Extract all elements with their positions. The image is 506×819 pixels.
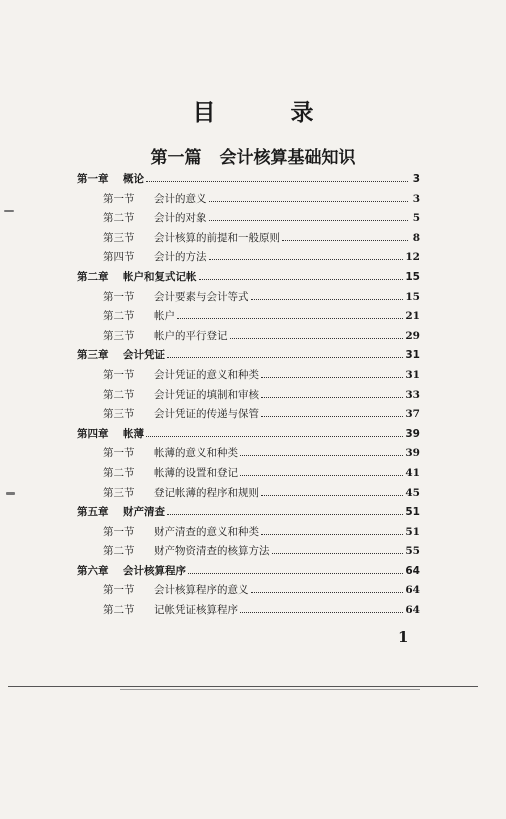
dot-leader xyxy=(230,329,404,339)
toc-entry-number: 第三节 xyxy=(103,486,135,499)
toc-entry-number: 第一节 xyxy=(103,447,135,460)
dot-leader xyxy=(177,309,403,319)
dot-leader xyxy=(261,388,403,398)
toc-entry-number: 第二节 xyxy=(103,545,135,558)
toc-entry-number: 第一节 xyxy=(103,368,135,381)
toc-entry-title: 登记帐薄的程序和规则 xyxy=(154,486,259,499)
toc-entry-title: 会计凭证的意义和种类 xyxy=(154,368,259,381)
toc-section-row xyxy=(77,445,420,465)
dot-leader xyxy=(199,270,404,280)
toc-entry-title: 会计凭证的传递与保管 xyxy=(154,408,259,421)
toc-entry-page: 33 xyxy=(405,388,420,401)
toc-entry-page: 21 xyxy=(405,310,420,323)
toc-entry-page: 41 xyxy=(405,466,420,479)
toc-entry-number: 第二节 xyxy=(103,466,135,479)
toc-section-row xyxy=(77,465,420,485)
scan-speck xyxy=(6,492,15,495)
toc-entry-page: 39 xyxy=(405,427,420,440)
toc-section-row xyxy=(77,289,420,309)
toc-entry-page: 3 xyxy=(412,173,420,185)
toc-entry-page: 37 xyxy=(405,408,420,421)
toc-section-row xyxy=(77,582,420,602)
toc-entry-number: 第六章 xyxy=(77,564,109,577)
dot-leader xyxy=(272,544,404,554)
toc-entry-page: 39 xyxy=(405,447,420,460)
dot-leader xyxy=(209,192,409,202)
toc-entry-title: 财产物资清查的核算方法 xyxy=(154,545,270,558)
toc-entry-title: 会计要素与会计等式 xyxy=(154,290,249,303)
toc-entry-number: 第二章 xyxy=(77,270,109,283)
toc-entry-page: 64 xyxy=(405,584,420,597)
toc-entry-number: 第二节 xyxy=(103,388,135,401)
toc-entry-number: 第一节 xyxy=(103,192,135,205)
toc-entry-page: 64 xyxy=(405,604,420,617)
toc-entry-title: 概论 xyxy=(123,173,144,185)
toc-entry-page: 3 xyxy=(412,192,420,205)
toc-entry-page: 29 xyxy=(405,329,420,342)
toc-entry-number: 第一节 xyxy=(103,290,135,303)
dot-leader xyxy=(209,211,409,221)
toc-section-row xyxy=(77,387,420,407)
scan-edge-line-faint xyxy=(120,689,420,690)
dot-leader xyxy=(167,348,403,358)
toc-entry-number: 第二节 xyxy=(103,310,135,323)
toc-chapter-row xyxy=(77,269,420,289)
page-title: 目 录 xyxy=(192,99,340,126)
toc-entry-title: 会计的对象 xyxy=(154,212,207,225)
toc-entry-number: 第五章 xyxy=(77,506,109,519)
toc-entry-number: 第一章 xyxy=(77,173,109,185)
toc-entry-number: 第二节 xyxy=(103,604,135,617)
toc-entry-title: 会计凭证的填制和审核 xyxy=(154,388,259,401)
toc-section-row xyxy=(77,602,420,622)
toc-section-row xyxy=(77,230,420,250)
toc-entry-page: 8 xyxy=(412,231,420,244)
toc-entry-page: 5 xyxy=(412,212,420,225)
toc-entry-page: 51 xyxy=(405,525,420,538)
toc-section-row xyxy=(77,308,420,328)
toc-entry-page: 31 xyxy=(405,368,420,381)
toc-entry-title: 财产清查的意义和种类 xyxy=(154,525,259,538)
toc-entry-number: 第三节 xyxy=(103,231,135,244)
toc-entry-number: 第三节 xyxy=(103,329,135,342)
toc-section-row xyxy=(77,524,420,544)
part-number: 第一篇 xyxy=(150,148,202,168)
toc-entry-title: 会计的意义 xyxy=(154,192,207,205)
toc-entry-title: 记帐凭证核算程序 xyxy=(154,604,238,617)
dot-leader xyxy=(209,250,404,260)
toc-entry-title: 会计核算程序的意义 xyxy=(154,584,249,597)
toc-section-row xyxy=(77,543,420,563)
toc-entry-page: 45 xyxy=(405,486,420,499)
dot-leader xyxy=(146,172,408,182)
toc-chapter-row xyxy=(77,563,420,583)
toc-entry-page: 64 xyxy=(405,564,420,577)
toc-section-row xyxy=(77,367,420,387)
toc-entry-number: 第二节 xyxy=(103,212,135,225)
part-heading xyxy=(0,143,506,168)
toc-section-row xyxy=(77,249,420,269)
toc-entry-title: 财产清查 xyxy=(123,506,165,519)
toc-entry-number: 第三章 xyxy=(77,349,109,362)
dot-leader xyxy=(240,466,403,476)
toc-entry-title: 帐户 xyxy=(154,310,175,323)
toc-entry-title: 帐薄的意义和种类 xyxy=(154,447,238,460)
toc-entry-page: 15 xyxy=(405,270,420,283)
toc-entry-page: 51 xyxy=(405,506,420,519)
dot-leader xyxy=(146,427,403,437)
page-number: 1 xyxy=(398,628,409,646)
toc-entry-page: 15 xyxy=(405,290,420,303)
toc-entry-number: 第三节 xyxy=(103,408,135,421)
dot-leader xyxy=(282,231,408,241)
toc-entry-title: 帐户的平行登记 xyxy=(154,329,228,342)
dot-leader xyxy=(240,446,403,456)
scan-edge-line xyxy=(8,686,478,687)
dot-leader xyxy=(261,407,403,417)
dot-leader xyxy=(167,505,403,515)
dot-leader xyxy=(261,525,403,535)
toc-entry-title: 帐薄的设置和登记 xyxy=(154,466,238,479)
scan-speck xyxy=(4,210,14,212)
toc-entry-number: 第一节 xyxy=(103,525,135,538)
toc-entry-page: 55 xyxy=(405,545,420,558)
toc-section-row xyxy=(77,191,420,211)
dot-leader xyxy=(261,486,403,496)
toc-entry-page: 31 xyxy=(405,349,420,362)
dot-leader xyxy=(188,564,403,574)
toc-entry-title: 会计凭证 xyxy=(123,349,165,362)
dot-leader xyxy=(261,368,403,378)
toc-entry-page: 12 xyxy=(405,251,420,264)
toc-chapter-row xyxy=(77,171,420,191)
table-of-contents xyxy=(77,171,420,622)
dot-leader xyxy=(251,290,404,300)
toc-chapter-row xyxy=(77,426,420,446)
toc-entry-number: 第四章 xyxy=(77,427,109,440)
toc-entry-title: 帐户和复式记帐 xyxy=(123,270,197,283)
toc-entry-number: 第四节 xyxy=(103,251,135,264)
toc-section-row xyxy=(77,210,420,230)
dot-leader xyxy=(240,603,403,613)
part-name: 会计核算基础知识 xyxy=(219,148,356,168)
toc-entry-title: 帐薄 xyxy=(123,427,144,440)
toc-entry-number: 第一节 xyxy=(103,584,135,597)
toc-entry-title: 会计核算的前提和一般原则 xyxy=(154,231,280,244)
dot-leader xyxy=(251,584,404,594)
toc-chapter-row xyxy=(77,347,420,367)
toc-section-row xyxy=(77,328,420,348)
toc-entry-title: 会计的方法 xyxy=(154,251,207,264)
toc-entry-title: 会计核算程序 xyxy=(123,564,186,577)
toc-section-row xyxy=(77,485,420,505)
toc-section-row xyxy=(77,406,420,426)
toc-chapter-row xyxy=(77,504,420,524)
